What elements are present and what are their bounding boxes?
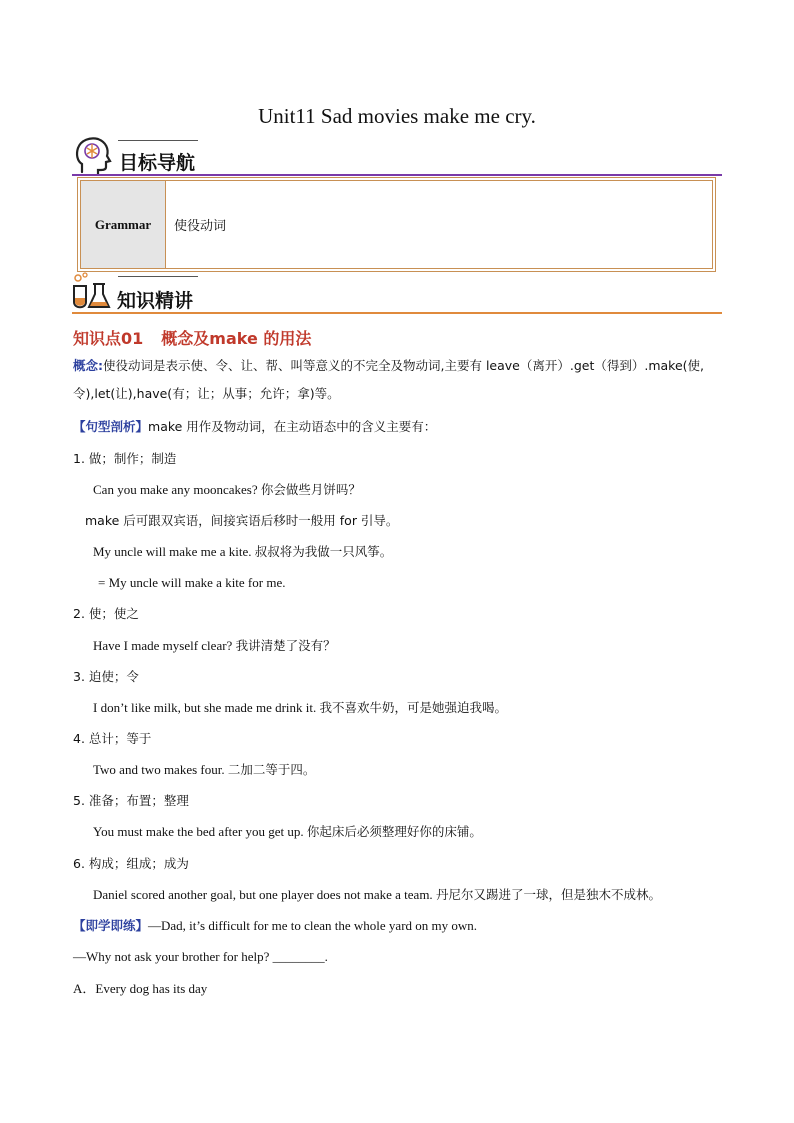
usage-heading-3: 3. 迫使；令: [73, 669, 139, 684]
analysis-label: 【句型剖析】: [73, 419, 149, 434]
document-title: Unit11 Sad movies make me cry.: [258, 104, 536, 128]
grammar-value: 使役动词: [174, 219, 227, 234]
section-top-line: [118, 276, 198, 277]
practice-label: 【即学即练】: [73, 918, 149, 933]
example-1b: My uncle will make me a kite. 叔叔将为我做一只风筝。: [93, 544, 393, 559]
practice-line-1: 【即学即练】—Dad, it’s difficult for me to clean the whole yard on my own.: [73, 918, 478, 933]
usage-heading-5: 5. 准备；布置；整理: [73, 793, 189, 808]
knowledge-point-name: 概念及make 的用法: [161, 329, 312, 348]
example-1c: = My uncle will make a kite for me.: [98, 575, 286, 590]
concept-line-1: 概念:使役动词是表示使、令、让、帮、叫等意义的不完全及物动词,主要有 leave（离开）.get（得到）.make(使,: [73, 358, 705, 373]
section-heading-knowledge: 知识精讲: [117, 290, 194, 312]
usage-note: make 后可跟双宾语，间接宾语后移时一般用 for 引导。: [85, 513, 399, 528]
grammar-table: [77, 177, 716, 272]
example-6: Daniel scored another goal, but one player does not make a team. 丹尼尔又踢进了一球，但是独木不成林。: [93, 887, 661, 902]
knowledge-point-title: [73, 326, 311, 349]
head-brain-icon: [74, 136, 112, 176]
concept-label: 概念:: [73, 358, 103, 373]
concept-line-2: 令),let(让),have(有；让；从事；允许；拿)等。: [73, 386, 340, 401]
practice-option-a: A．Every dog has its day: [73, 981, 208, 996]
usage-heading-4: 4. 总计；等于: [73, 731, 152, 746]
section-top-line: [118, 140, 198, 141]
analysis-line: 【句型剖析】make 用作及物动词，在主动语态中的含义主要有：: [73, 419, 437, 434]
usage-heading-2: 2. 使；使之: [73, 606, 139, 621]
example-3: I don’t like milk, but she made me drink it. 我不喜欢牛奶，可是她强迫我喝。: [93, 700, 508, 715]
knowledge-point-number: 知识点01: [73, 329, 144, 348]
usage-heading-6: 6. 构成；组成；成为: [73, 856, 189, 871]
grammar-label: Grammar: [81, 181, 166, 268]
practice-line-2: —Why not ask your brother for help? ________.: [73, 949, 328, 964]
lab-flask-icon: [70, 272, 112, 312]
example-1: Can you make any mooncakes? 你会做些月饼吗？: [93, 482, 361, 497]
section-divider-purple: [72, 174, 722, 176]
example-4: Two and two makes four. 二加二等于四。: [93, 762, 316, 777]
example-2: Have I made myself clear? 我讲清楚了没有？: [93, 638, 336, 653]
section-heading-goals: 目标导航: [119, 152, 196, 174]
usage-heading-1: 1. 做；制作；制造: [73, 451, 177, 466]
section-divider-orange: [72, 312, 722, 314]
example-5: You must make the bed after you get up. 你起床后必须整理好你的床铺。: [93, 824, 482, 839]
